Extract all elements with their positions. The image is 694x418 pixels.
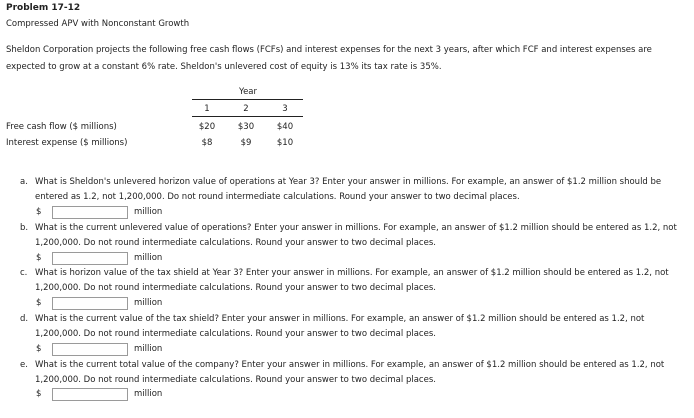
year-3-header: 3 [282, 104, 288, 114]
question-text: What is horizon value of the tax shield at Year 3? Enter your answer in millions. For example, an answer of $1.2 million should be entered as 1.2, not 1,200,000. Do not round intermediate calculations. Round your answer to two decimal places. [35, 268, 669, 293]
question-letter: c. [20, 268, 28, 278]
fcf-year-3: $40 [276, 122, 294, 132]
table-rule-top [192, 99, 303, 100]
unit-label: million [134, 389, 163, 399]
intro-line: Sheldon Corporation projects the following free cash flows (FCFs) and interest expenses for the next 3 years, after which FCF and interest expenses are [6, 45, 652, 55]
answer-d-input[interactable] [52, 343, 128, 356]
currency-label: $ [36, 344, 42, 354]
question-letter: b. [20, 223, 29, 233]
interest-year-2: $9 [240, 138, 252, 148]
interest-row-label: Interest expense ($ millions) [6, 138, 128, 148]
year-2-header: 2 [243, 104, 249, 114]
question-b [20, 221, 688, 251]
question-text: What is the current total value of the company? Enter your answer in millions. For example, an answer of $1.2 million should be entered as 1.2, not 1,200,000. Do not round intermediate calculations. Round your answer to two decimal places. [35, 360, 665, 385]
question-text: What is the current value of the tax shield? Enter your answer in millions. For example, an answer of $1.2 million should be entered as 1.2, not 1,200,000. Do not round intermediate calculations. Round your answer to two decimal places. [35, 314, 645, 339]
question-text: What is the current unlevered value of operations? Enter your answer in millions. For example, an answer of $1.2 million should be entered as 1.2, not 1,200,000. Do not round intermediate calculations. Round your answer to two decimal places. [35, 223, 677, 248]
answer-b-input[interactable] [52, 252, 128, 265]
currency-label: $ [36, 298, 42, 308]
answer-e-input[interactable] [52, 388, 128, 401]
unit-label: million [134, 253, 163, 263]
currency-label: $ [36, 389, 42, 399]
answer-a-input[interactable] [52, 206, 128, 219]
currency-label: $ [36, 253, 42, 263]
unit-label: million [134, 298, 163, 308]
question-letter: a. [20, 177, 28, 187]
table-rule-header [192, 116, 303, 117]
problem-subtitle: Compressed APV with Nonconstant Growth [6, 19, 190, 29]
question-e [20, 358, 688, 388]
fcf-year-2: $30 [237, 122, 255, 132]
question-a [20, 175, 688, 205]
intro-line: expected to grow at a constant 6% rate. Sheldon's unlevered cost of equity is 13% its tax rate is 35%. [6, 62, 442, 72]
problem-title: Problem 17-12 [6, 3, 81, 13]
question-d [20, 312, 688, 342]
fcf-year-1: $20 [198, 122, 216, 132]
fcf-row-label: Free cash flow ($ millions) [6, 122, 117, 132]
unit-label: million [134, 207, 163, 217]
answer-c-input[interactable] [52, 297, 128, 310]
question-text: What is Sheldon's unlevered horizon value of operations at Year 3? Enter your answer in millions. For example, an answer of $1.2 million should be entered as 1.2, not 1,200,000. Do not round intermediate calculations. Round your answer to two decimal places. [35, 177, 662, 202]
interest-year-3: $10 [276, 138, 294, 148]
year-1-header: 1 [204, 104, 210, 114]
problem-intro [6, 42, 690, 76]
question-letter: e. [20, 360, 28, 370]
question-c [20, 266, 688, 296]
question-letter: d. [20, 314, 29, 324]
year-header: Year [239, 87, 257, 97]
unit-label: million [134, 344, 163, 354]
interest-year-1: $8 [201, 138, 213, 148]
currency-label: $ [36, 207, 42, 217]
